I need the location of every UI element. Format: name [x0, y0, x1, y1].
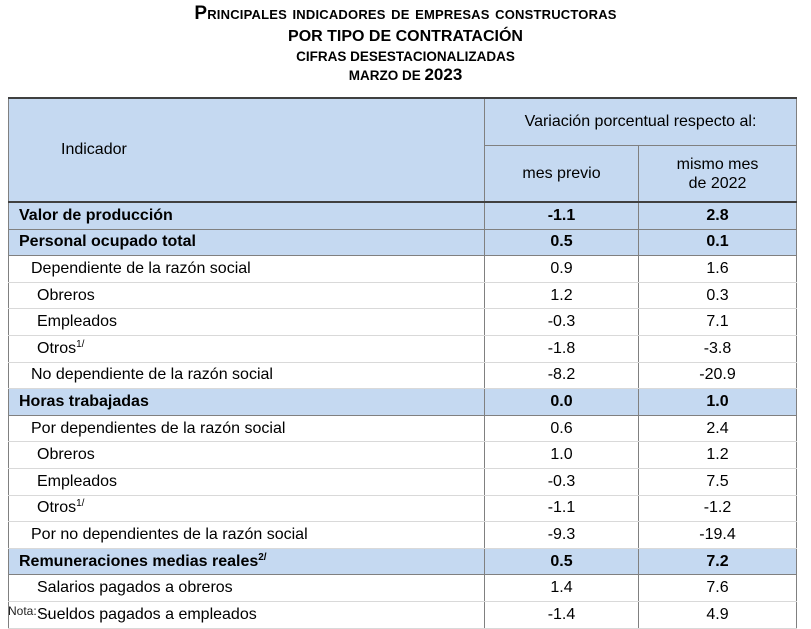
- row-label-cell: [9, 229, 485, 256]
- table-row: [9, 282, 797, 309]
- row-label: Salarios pagados a obreros: [37, 579, 233, 597]
- row-label-cell: [9, 495, 485, 522]
- value-prev-month: -1.1: [485, 202, 639, 229]
- value-prev-month: -1.4: [485, 601, 639, 628]
- row-label-cell: [9, 415, 485, 442]
- table-row: [9, 601, 797, 628]
- table-row: [9, 389, 797, 416]
- table-body: [9, 202, 797, 628]
- value-prev-month: 0.5: [485, 548, 639, 575]
- value-same-month: 7.2: [639, 548, 797, 575]
- footnote-marker: 2/: [258, 551, 267, 563]
- title-line-4: [0, 65, 811, 85]
- value-prev-month: -8.2: [485, 362, 639, 389]
- title-line-2: POR TIPO DE CONTRATACIÓN: [288, 28, 523, 45]
- row-label-cell: [9, 548, 485, 575]
- row-label-cell: [9, 575, 485, 602]
- header-same-month: [639, 146, 797, 203]
- row-label-cell: [9, 601, 485, 628]
- row-label: Sueldos pagados a empleados: [37, 605, 257, 623]
- table-row: [9, 202, 797, 229]
- row-label-cell: [9, 468, 485, 495]
- value-same-month: -19.4: [639, 522, 797, 549]
- footnote: Nota: ...: [8, 604, 51, 618]
- title-line-3: CIFRAS DESESTACIONALIZADAS: [296, 49, 515, 64]
- table-row: [9, 468, 797, 495]
- value-same-month: 0.3: [639, 282, 797, 309]
- row-label: Empleados: [37, 313, 118, 331]
- row-label: Otros: [37, 499, 77, 517]
- value-prev-month: -1.8: [485, 335, 639, 362]
- header-same-month-line1: mismo mes: [676, 155, 759, 173]
- row-label-cell: [9, 335, 485, 362]
- value-prev-month: -9.3: [485, 522, 639, 549]
- title-line-1: Principales indicadores de empresas constructoras: [194, 3, 617, 24]
- report-title-block: [0, 2, 811, 85]
- footnote-marker: 1/: [76, 498, 85, 510]
- row-label-cell: [9, 256, 485, 283]
- header-indicator: Indicador: [9, 98, 485, 202]
- value-prev-month: -1.1: [485, 495, 639, 522]
- row-label-cell: [9, 389, 485, 416]
- row-label: Por dependientes de la razón social: [31, 419, 286, 437]
- value-prev-month: 0.5: [485, 229, 639, 256]
- table-row: [9, 229, 797, 256]
- header-same-month-line2: de 2022: [688, 174, 747, 192]
- row-label-cell: [9, 362, 485, 389]
- table-row: [9, 548, 797, 575]
- table-row: [9, 309, 797, 336]
- row-label: Otros: [37, 339, 77, 357]
- value-same-month: 7.1: [639, 309, 797, 336]
- row-label: Empleados: [37, 472, 118, 490]
- row-label: Dependiente de la razón social: [31, 259, 251, 277]
- value-same-month: -3.8: [639, 335, 797, 362]
- header-variation: Variación porcentual respecto al:: [485, 98, 797, 146]
- header-prev-month: mes previo: [485, 146, 639, 203]
- value-same-month: 1.0: [639, 389, 797, 416]
- row-label-cell: [9, 202, 485, 229]
- value-prev-month: 1.4: [485, 575, 639, 602]
- row-label-cell: [9, 309, 485, 336]
- value-prev-month: 0.6: [485, 415, 639, 442]
- value-prev-month: 0.0: [485, 389, 639, 416]
- table-row: [9, 335, 797, 362]
- title-year: 2023: [424, 65, 463, 84]
- value-same-month: -1.2: [639, 495, 797, 522]
- table-row: [9, 415, 797, 442]
- row-label: Valor de producción: [19, 206, 173, 224]
- row-label-cell: [9, 442, 485, 469]
- table-row: [9, 522, 797, 549]
- value-prev-month: -0.3: [485, 309, 639, 336]
- table-row: [9, 256, 797, 283]
- value-same-month: 7.5: [639, 468, 797, 495]
- row-label: Obreros: [37, 446, 95, 464]
- value-same-month: 1.2: [639, 442, 797, 469]
- value-prev-month: 1.0: [485, 442, 639, 469]
- table-row: [9, 362, 797, 389]
- table-row: [9, 495, 797, 522]
- row-label: Obreros: [37, 286, 95, 304]
- value-prev-month: -0.3: [485, 468, 639, 495]
- row-label-cell: [9, 522, 485, 549]
- table-row: [9, 575, 797, 602]
- value-prev-month: 0.9: [485, 256, 639, 283]
- value-same-month: 1.6: [639, 256, 797, 283]
- value-same-month: 0.1: [639, 229, 797, 256]
- value-same-month: 4.9: [639, 601, 797, 628]
- value-same-month: 7.6: [639, 575, 797, 602]
- table-row: [9, 442, 797, 469]
- row-label: Horas trabajadas: [19, 392, 149, 410]
- value-same-month: 2.8: [639, 202, 797, 229]
- row-label-cell: [9, 282, 485, 309]
- value-same-month: -20.9: [639, 362, 797, 389]
- footnote-marker: 1/: [76, 338, 85, 350]
- value-same-month: 2.4: [639, 415, 797, 442]
- title-month: MARZO DE: [348, 68, 421, 83]
- row-label: Personal ocupado total: [19, 233, 196, 251]
- row-label: No dependiente de la razón social: [31, 366, 273, 384]
- indicators-table: [8, 97, 797, 629]
- row-label: Por no dependientes de la razón social: [31, 525, 308, 543]
- row-label: Remuneraciones medias reales: [19, 552, 259, 570]
- value-prev-month: 1.2: [485, 282, 639, 309]
